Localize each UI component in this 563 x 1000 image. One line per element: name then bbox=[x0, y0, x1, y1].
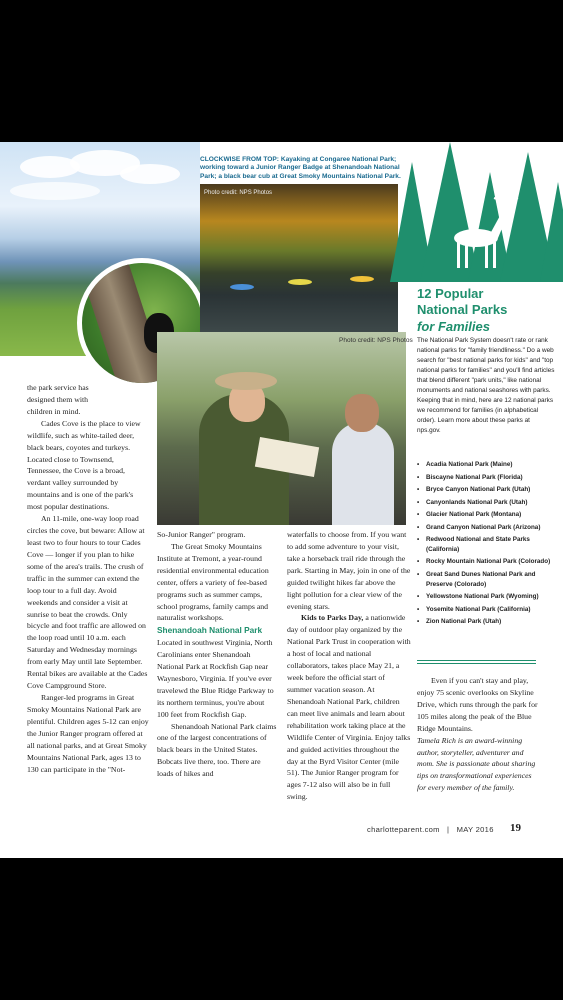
list-item: • Glacier National Park (Montana) bbox=[417, 510, 557, 520]
article-column-4 bbox=[417, 675, 539, 794]
divider bbox=[417, 663, 536, 664]
article-column-2 bbox=[157, 529, 277, 780]
section-heading: Shenandoah National Park bbox=[157, 625, 263, 636]
list-item: • Canyonlands National Park (Utah) bbox=[417, 498, 557, 508]
park-list bbox=[417, 460, 557, 630]
divider bbox=[417, 660, 536, 661]
paragraph: The Great Smoky Mountains Institute at Tremont, a year-round residential environmental education center, offers a variety of fee-based programs such as summer camps, school programs, family camps and naturalist workshops. bbox=[157, 541, 269, 623]
list-item: • Redwood National and State Parks (California) bbox=[417, 535, 557, 555]
sidebar-intro: The National Park System doesn't rate or rank national parks for "family friendliness." Do a web search for "best national parks for kids" and "top national parks for families" and you'll find articles that blend different "park units," like national monuments and national seashores with parks. Keeping that in mind, here are 12 national parks we recommend for families (in alphabetical order). Learn more about these parks at nps.gov. bbox=[417, 337, 555, 434]
paragraph: Cades Cove is the place to view wildlife, such as white-tailed deer, black bears, coyotes and turkeys. Located close to Townsend, Tennessee, the Cove is a broad, verdant valley surrounded by mountains and is one of the park's most popular destinations. bbox=[27, 418, 141, 512]
page-footer bbox=[367, 825, 494, 834]
list-item: • Yosemite National Park (California) bbox=[417, 605, 557, 615]
list-item: • Acadia National Park (Maine) bbox=[417, 460, 557, 470]
list-item: • Biscayne National Park (Florida) bbox=[417, 473, 557, 483]
list-item: • Bryce Canyon National Park (Utah) bbox=[417, 485, 557, 495]
paragraph: So-Junior Ranger" program. bbox=[157, 530, 246, 539]
paragraph: An 11-mile, one-way loop road circles the cove, but beware: Allow at least two to four hours to tour Cades Cove — longer if you plan to hike some of the area's trails. The crush of traffic in the summer can extend the loop tour to a full day. Avoid weekends and consider a visit at sunrise to beat the crowds. Only bicycle and foot traffic are allowed on the loop road until 10 a.m. each Saturday and Wednesday mornings from early May until late September. Rental bikes are available at the Cades Cove Campground Store. bbox=[27, 514, 148, 691]
inline-heading: Kids to Parks Day, bbox=[301, 613, 364, 623]
kayaking-photo bbox=[200, 184, 398, 332]
list-item: • Zion National Park (Utah) bbox=[417, 617, 557, 627]
photo-credit-ranger: Photo credit: NPS Photos bbox=[339, 337, 413, 344]
page-number: 19 bbox=[510, 822, 521, 834]
article-column-3 bbox=[287, 529, 411, 803]
list-item: • Grand Canyon National Park (Arizona) bbox=[417, 523, 557, 533]
paragraph: Located in southwest Virginia, North Carolinians enter Shenandoah National Park at Rockfish Gap near Waynesboro, Virginia. If you've ever travelewd the Blue Ridge Parkway to its northern terminus, you're about 100 feet from Rockfish Gap. bbox=[157, 638, 274, 719]
paragraph: waterfalls to choose from. If you want to add some adventure to your visit, take a horseback trail ride through the park. Starting in May, join in one of the guided twilight hikes far above the light pollution for a clear view of the evening stars. bbox=[287, 530, 411, 611]
paragraph: Even if you can't stay and play, enjoy 75 scenic overlooks on Skyline Drive, which runs through the park for 105 miles along the peak of the Blue Ridge Mountains. bbox=[417, 676, 538, 733]
sidebar-title bbox=[417, 286, 557, 335]
footer-separator: | bbox=[447, 825, 450, 834]
paragraph bbox=[287, 612, 411, 803]
paragraph-text: a nationwide day of outdoor play organized by the National Park Trust in cooperation with a host of local and national collaborators, takes place May 21, a week before the official start of summer vacation season. At Shenandoah National Park, children can meet live animals and learn about rehabilitation work taking place at the Wildlife Center of Virginia. Enjoy talks and guided activities throughout the day at the Byrd Visitor Center (mile 51). The Junior Ranger program for ages 7-12 also will also be in full swing. bbox=[287, 613, 411, 802]
forest-deer-banner-icon bbox=[390, 142, 563, 282]
list-item: • Great Sand Dunes National Park and Preserve (Colorado) bbox=[417, 570, 557, 590]
paragraph: Ranger-led programs in Great Smoky Mountains National Park are plentiful. Children ages 5-12 can enjoy the Junior Ranger program offered at all national parks, and at Great Smoky Mountains National Park, ages 13 to 130 can participate in the "Not- bbox=[27, 692, 149, 774]
author-bio: Tamela Rich is an award-winning author, storyteller, adventurer and mom. She is passionate about sharing tips on transformational experiences for every member of the family. bbox=[417, 735, 536, 793]
list-item: • Rocky Mountain National Park (Colorado) bbox=[417, 557, 557, 567]
sidebar-title-line: National Parks bbox=[417, 302, 508, 318]
list-item: • Yellowstone National Park (Wyoming) bbox=[417, 592, 557, 602]
magazine-page bbox=[0, 142, 563, 858]
photo-caption: CLOCKWISE FROM TOP: Kayaking at Congaree National Park; working toward a Junior Ranger Badge at Shenandoah National Park; a black bear cub at Great Smoky Mountains National Park. bbox=[200, 156, 401, 180]
article-column-1 bbox=[27, 382, 149, 775]
footer-site: charlotteparent.com bbox=[367, 825, 440, 834]
sidebar-title-line: 12 Popular bbox=[417, 286, 484, 301]
junior-ranger-photo bbox=[157, 332, 406, 525]
photo-credit-kayak: Photo credit: NPS Photos bbox=[204, 190, 273, 196]
paragraph: Shenandoah National Park claims one of the largest concentrations of black bears in the United States. Bobcats live there, too. There are loads of hikes and bbox=[157, 721, 277, 779]
paragraph: the park service has designed them with children in mind. bbox=[27, 383, 89, 416]
sidebar-title-line: for Families bbox=[417, 318, 490, 334]
footer-issue: MAY 2016 bbox=[456, 825, 494, 834]
